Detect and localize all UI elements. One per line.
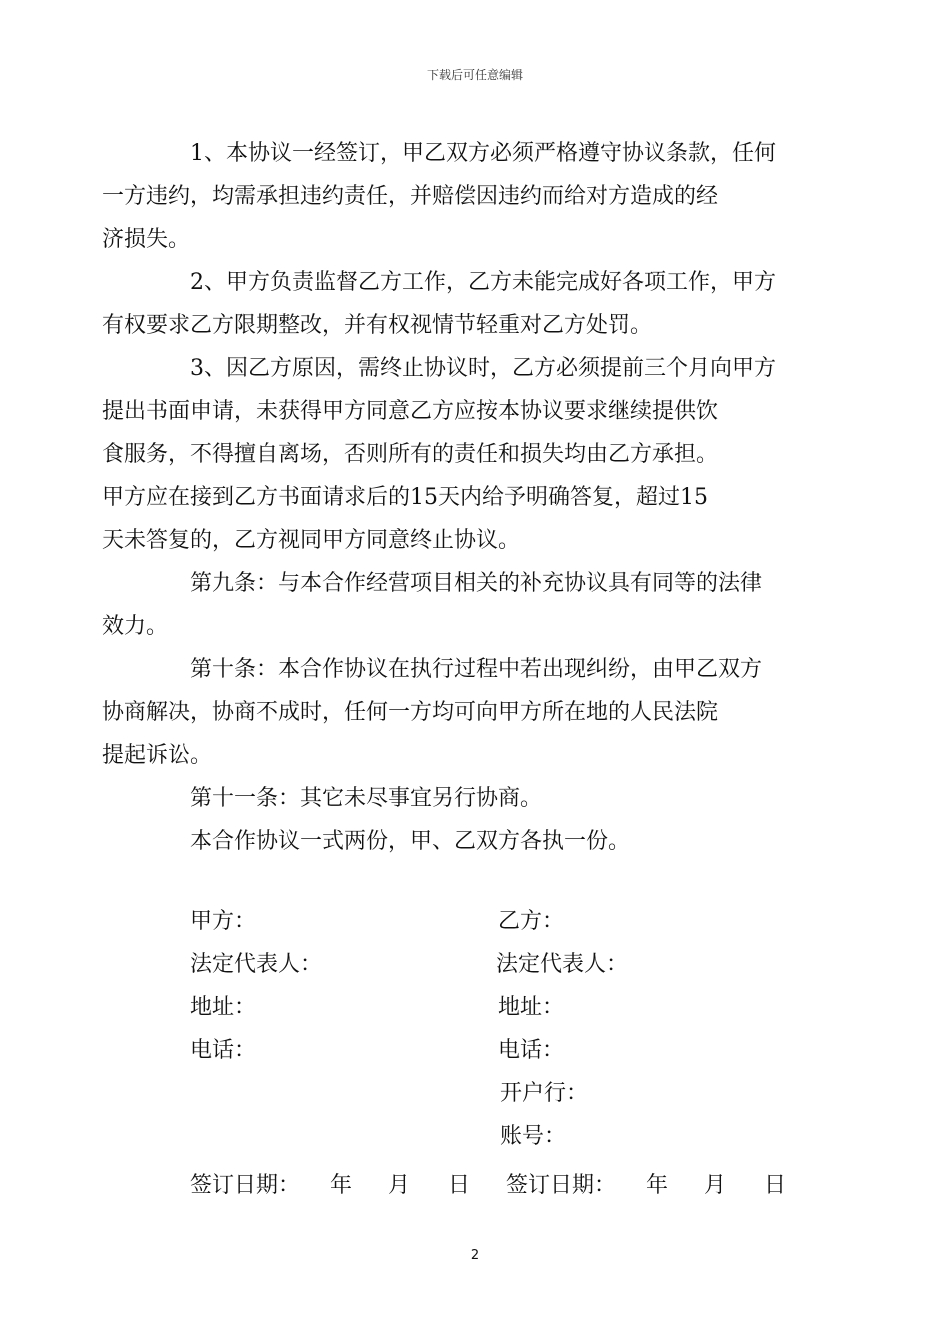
text-line: 本合作协议一式两份，甲、乙双方各执一份。 [190,829,631,854]
party-b-address-label: 地址： [498,995,565,1020]
party-b-year-label: 年 [646,1173,669,1198]
text-line: 第十一条：其它未尽事宜另行协商。 [190,786,543,811]
party-b-date-label: 签订日期： [506,1173,617,1198]
text-line: 食服务，不得擅自离场，否则所有的责任和损失均由乙方承担。 [102,442,719,467]
paragraph-article-11 [146,777,806,820]
party-b-bank-label: 开户行： [500,1081,589,1106]
text-line: 协商解决，协商不成时，任何一方均可向甲方所在地的人民法院 [102,700,719,725]
party-b-day-label: 日 [764,1173,787,1198]
party-b-account-label: 账号： [500,1124,567,1149]
text-line: 第十条：本合作协议在执行过程中若出现纠纷，由甲乙双方 [190,657,763,682]
text-line: 3、因乙方原因，需终止协议时，乙方必须提前三个月向甲方 [190,356,776,381]
paragraph-article-10 [102,648,806,777]
paragraph-clause-1 [102,132,806,261]
text-line: 有权要求乙方限期整改，并有权视情节轻重对乙方处罚。 [102,313,653,338]
party-b-month-label: 月 [704,1173,727,1198]
text-line: 1、本协议一经签订，甲乙双方必须严格遵守协议条款，任何 [190,141,776,166]
party-b-phone-label: 电话： [498,1038,565,1063]
party-a-date-label: 签订日期： [190,1173,301,1198]
party-a-day-label: 日 [448,1173,471,1198]
text-line: 第九条：与本合作经营项目相关的补充协议具有同等的法律 [190,571,763,596]
paragraph-copies [146,820,806,863]
party-a-phone-label: 电话： [190,1038,257,1063]
party-b-label: 乙方： [498,909,565,934]
party-a-address-label: 地址： [190,995,257,1020]
text-line: 天未答复的，乙方视同甲方同意终止协议。 [102,528,521,553]
text-line: 2、甲方负责监督乙方工作，乙方未能完成好各项工作，甲方 [190,270,776,295]
text-line: 济损失。 [102,227,191,252]
party-a-legal-rep-label: 法定代表人： [190,952,323,977]
paragraph-clause-3 [102,347,806,562]
party-a-label: 甲方： [190,909,257,934]
text-line: 效力。 [102,614,169,639]
text-line: 甲方应在接到乙方书面请求后的15天内给予明确答复，超过15 [102,485,708,510]
document-body [102,132,806,863]
paragraph-article-9 [102,562,806,648]
page-number: 2 [470,1248,480,1263]
party-b-legal-rep-label: 法定代表人： [496,952,629,977]
paragraph-clause-2 [102,261,806,347]
party-a-year-label: 年 [330,1173,353,1198]
text-line: 一方违约，均需承担违约责任，并赔偿因违约而给对方造成的经 [102,184,719,209]
text-line: 提出书面申请，未获得甲方同意乙方应按本协议要求继续提供饮 [102,399,719,424]
page-header: 下载后可任意编辑 [426,68,523,82]
text-line: 提起诉讼。 [102,743,213,768]
party-a-month-label: 月 [388,1173,411,1198]
